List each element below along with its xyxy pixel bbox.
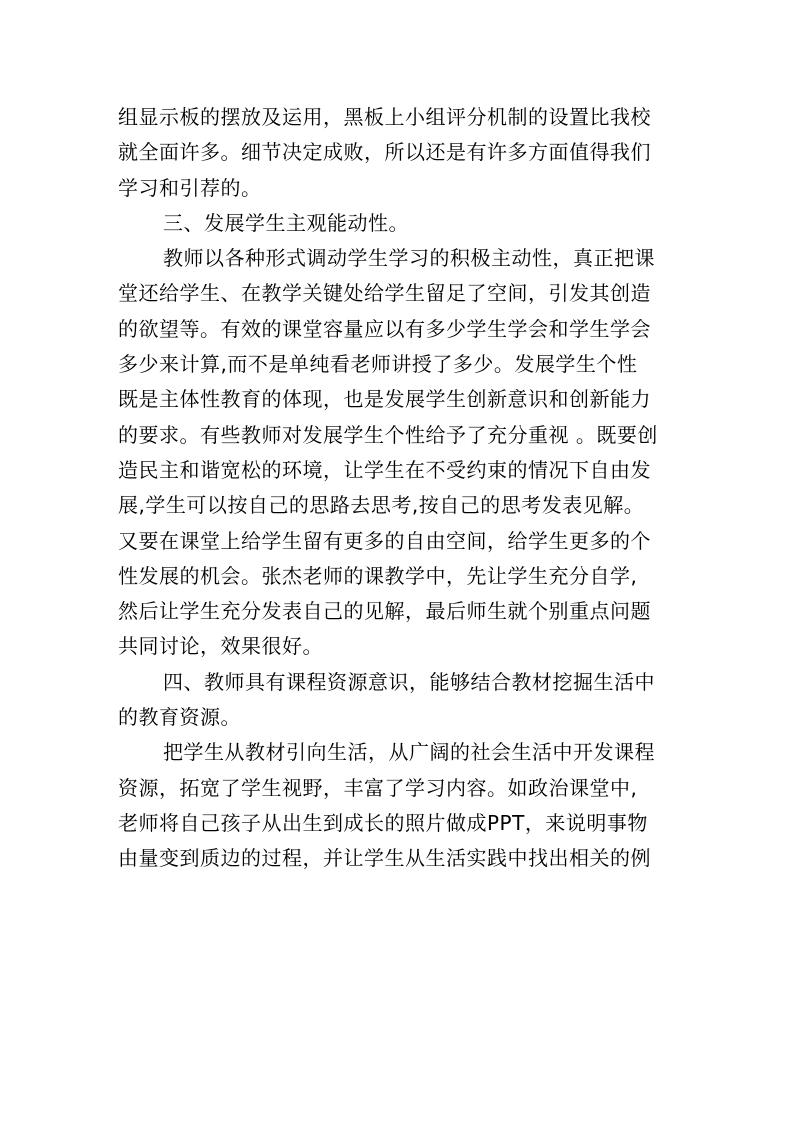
text-line: 就全面许多。细节决定成败，所以还是有许多方面值得我们 — [118, 140, 651, 165]
text-line: 教师以各种形式调动学生学习的积极主动性，真正把课 — [163, 246, 655, 271]
text-line: 把学生从教材引向生活，从广阔的社会生活中开发课程 — [163, 740, 655, 765]
body-text — [118, 100, 678, 877]
section-heading: 三、发展学生主观能动性。 — [163, 210, 409, 235]
text-line: 多少来计算,而不是单纯看老师讲授了多少。发展学生个性 — [118, 352, 638, 377]
text-line: 老师将自己孩子从出生到成长的照片做成PPT，来说明事物 — [118, 810, 648, 835]
section-heading: 四、教师具有课程资源意识，能够结合教材挖掘生活中 — [163, 669, 655, 694]
text-line: 的教育资源。 — [118, 705, 241, 730]
text-line: 性发展的机会。张杰老师的课教学中，先让学生充分自学, — [118, 563, 638, 588]
text-line: 展,学生可以按自己的思路去思考,按自己的思考发表见解。 — [118, 493, 645, 518]
text-line: 既是主体性教育的体现，也是发展学生创新意识和创新能力 — [118, 387, 651, 412]
text-line: 又要在课堂上给学生留有更多的自由空间，给学生更多的个 — [118, 528, 651, 553]
text-line: 共同讨论，效果很好。 — [118, 634, 323, 659]
text-line: 的要求。有些教师对发展学生个性给予了充分重视 。既要创 — [118, 422, 658, 447]
text-line: 学习和引荐的。 — [118, 175, 262, 200]
text-line: 堂还给学生、在教学关键处给学生留足了空间，引发其创造 — [118, 281, 651, 306]
text-line: 组显示板的摆放及运用，黑板上小组评分机制的设置比我校 — [118, 105, 651, 129]
text-line: 的欲望等。有效的课堂容量应以有多少学生学会和学生学会 — [118, 316, 651, 341]
text-line: 造民主和谐宽松的环境，让学生在不受约束的情况下自由发 — [118, 457, 651, 482]
text-line: 然后让学生充分发表自己的见解，最后师生就个别重点问题 — [118, 599, 651, 624]
text-line: 由量变到质边的过程，并让学生从生活实践中找出相关的例 — [118, 846, 651, 871]
text-line: 资源，拓宽了学生视野，丰富了学习内容。如政治课堂中, — [118, 775, 638, 800]
